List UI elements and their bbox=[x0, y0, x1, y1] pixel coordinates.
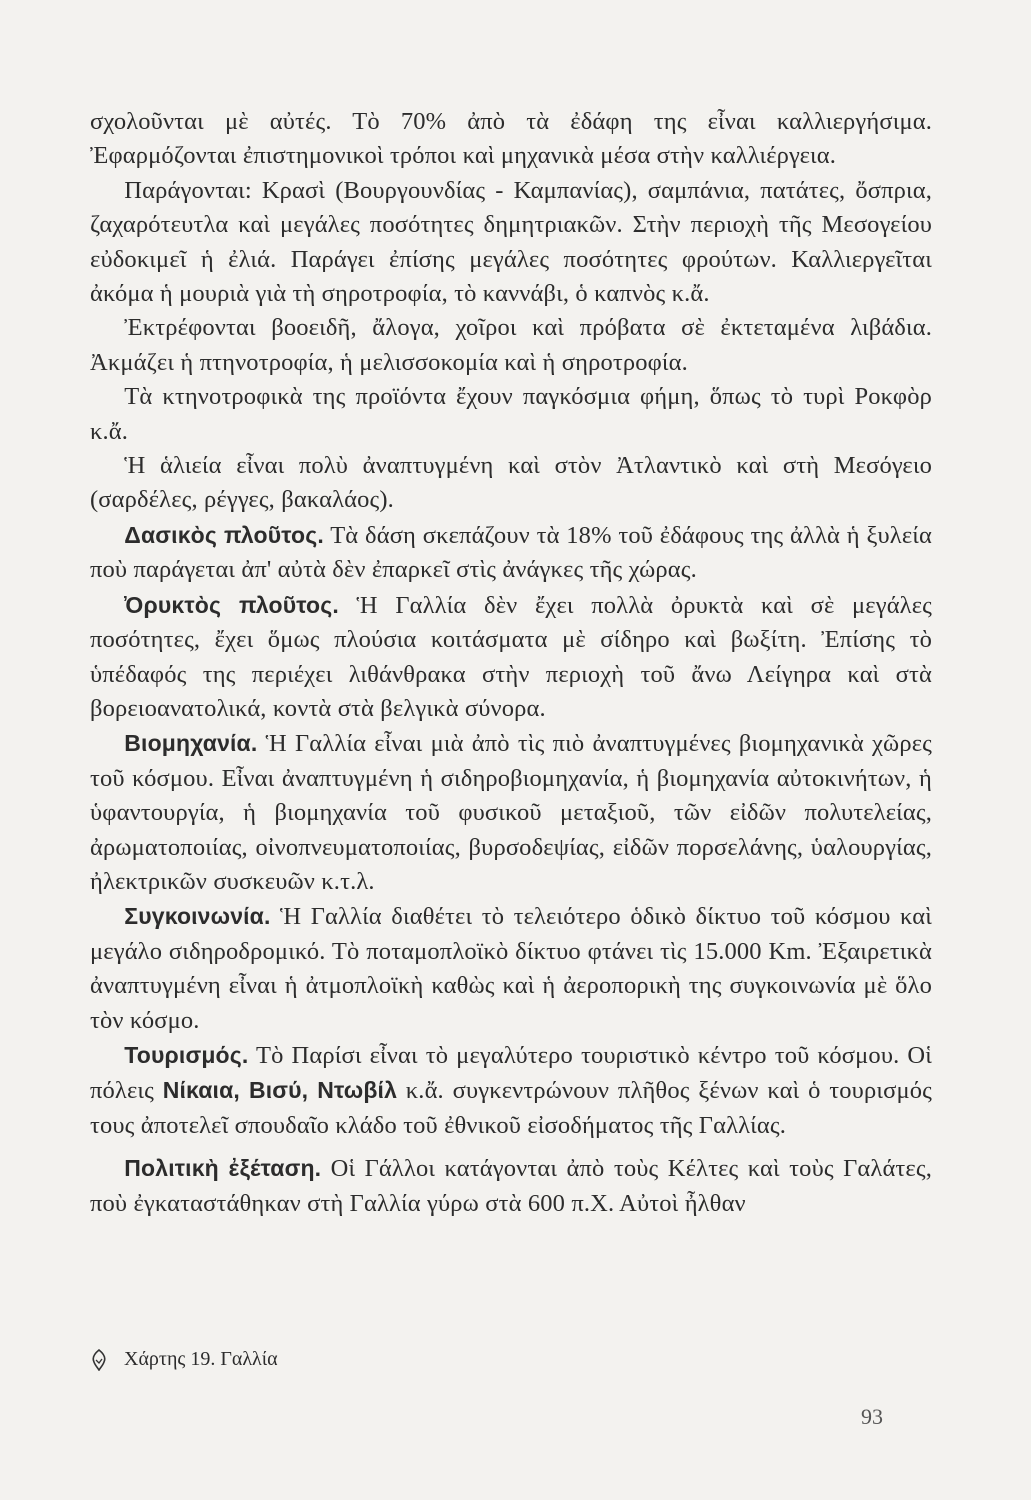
paragraph-industry bbox=[90, 726, 932, 899]
paragraph-produce bbox=[90, 174, 932, 312]
paragraph-text: Τὰ κτηνοτροφικὰ της προϊόντα ἔχουν παγκόσμια φήμη, ὅπως τὸ τυρὶ Ροκφὸρ κ.ἄ. bbox=[90, 383, 932, 445]
map-marker-icon bbox=[90, 1349, 108, 1371]
bold-city-names: Νίκαια, Βισύ, Ντωβίλ bbox=[162, 1077, 398, 1104]
map-caption bbox=[90, 1348, 278, 1371]
paragraph-text: Τὸ Παρίσι εἶναι τὸ μεγαλύτερο τουριστικὸ κέντρο τοῦ κόσμου. Οἱ πόλεις bbox=[90, 1041, 932, 1105]
paragraph-intro bbox=[90, 105, 932, 174]
paragraph-minerals bbox=[90, 588, 932, 727]
paragraph-livestock bbox=[90, 311, 932, 380]
paragraph-text: Ἡ Γαλλία εἶναι μιὰ ἀπὸ τὶς πιὸ ἀναπτυγμένες βιομηχανικὰ χῶρες τοῦ κόσμου. Εἶναι ἀναπτυγμένη ἡ σιδηροβιομηχανία, ἡ βιομηχανία αὐτοκινήτων, ἡ ὑφαντουργία, ἡ βιομηχανία τοῦ φυσικοῦ μεταξιοῦ, τῶν εἰδῶν πολυτελείας, ἀρωματοποιίας, οἰνοπνευματοποιίας, βυρσοδεψίας, εἰδῶν πορσελάνης, ὑαλουργίας, ἠλεκτρικῶν συσκευῶν κ.τ.λ. bbox=[90, 730, 932, 895]
paragraph-text: Ἡ Γαλλία διαθέτει τὸ τελειότερο ὁδικὸ δίκτυο τοῦ κόσμου καὶ μεγάλο σιδηροδρομικό. Τὸ ποταμοπλοϊκὸ δίκτυο φτάνει τὶς 15.000 Km. Ἐξαιρετικὰ ἀναπτυγμένη εἶναι ἡ ἀτμοπλοϊκὴ καθὼς καὶ ἡ ἀεροπορικὴ της συγκοινωνία μὲ ὅλο τὸν κόσμο. bbox=[90, 903, 932, 1034]
section-heading: Βιομηχανία. bbox=[124, 730, 258, 757]
paragraph-text: Οἱ Γάλλοι κατάγονται ἀπὸ τοὺς Κέλτες καὶ τοὺς Γαλάτες, ποὺ ἐγκαταστάθηκαν στὴ Γαλλία γύρω στὰ 600 π.Χ. Αὐτοὶ ἦλθαν bbox=[90, 1155, 932, 1217]
page-body bbox=[90, 105, 932, 1221]
paragraph-text: Ἡ Γαλλία δὲν ἔχει πολλὰ ὀρυκτὰ καὶ σὲ μεγάλες ποσότητες, ἔχει ὅμως πλούσια κοιτάσματα μὲ σίδηρο καὶ βωξίτη. Ἐπίσης τὸ ὑπέδαφός της περιέχει λιθάνθρακα στὴν περιοχὴ τοῦ ἄνω Λείγηρα καὶ στὰ βορειοανατολικά, κοντὰ στὰ βελγικὰ σύνορα. bbox=[90, 591, 933, 722]
paragraph-politics bbox=[90, 1151, 932, 1221]
paragraph-fishing bbox=[90, 449, 932, 518]
paragraph-text: κ.ἄ. συγκεντρώνουν πλῆθος ξένων καὶ ὁ τουρισμός τους ἀποτελεῖ σπουδαῖο κλάδο τοῦ ἐθνικοῦ εἰσοδήματος τῆς Γαλλίας. bbox=[90, 1077, 932, 1139]
section-heading: Τουρισμός. bbox=[124, 1041, 249, 1068]
section-heading: Δασικὸς πλοῦτος. bbox=[124, 521, 324, 548]
paragraph-dairy bbox=[90, 380, 932, 449]
paragraph-transport bbox=[90, 899, 932, 1038]
section-heading: Συγκοινωνία. bbox=[124, 903, 271, 930]
paragraph-text: σχολοῦνται μὲ αὐτές. Τὸ 70% ἀπὸ τὰ ἐδάφη της εἶναι καλλιεργήσιμα. Ἐφαρμόζονται ἐπιστημονικοὶ τρόποι καὶ μηχανικὰ μέσα στὴν καλλιέργεια. bbox=[90, 108, 932, 170]
section-heading: Ὀρυκτὸς πλοῦτος. bbox=[124, 591, 339, 618]
page-number: 93 bbox=[861, 1404, 883, 1429]
paragraph-text: Ἡ ἁλιεία εἶναι πολὺ ἀναπτυγμένη καὶ στὸν Ἀτλαντικὸ καὶ στὴ Μεσόγειο (σαρδέλες, ρέγγες, βακαλάος). bbox=[90, 452, 932, 514]
paragraph-text: Ἐκτρέφονται βοοειδῆ, ἄλογα, χοῖροι καὶ πρόβατα σὲ ἐκτεταμένα λιβάδια. Ἀκμάζει ἡ πτηνοτροφία, ἡ μελισσοκομία καὶ ἡ σηροτροφία. bbox=[90, 314, 932, 376]
paragraph-forestry bbox=[90, 518, 932, 588]
paragraph-tourism bbox=[90, 1038, 932, 1143]
paragraph-text: Τὰ δάση σκεπάζουν τὰ 18% τοῦ ἐδάφους της ἀλλὰ ἡ ξυλεία ποὺ παράγεται ἀπ' αὐτὰ δὲν ἐπαρκεῖ στὶς ἀνάγκες τῆς χώρας. bbox=[90, 521, 932, 584]
caption-text: Χάρτης 19. Γαλλία bbox=[124, 1348, 278, 1370]
paragraph-text: Παράγονται: Κρασὶ (Βουργουνδίας - Καμπανίας), σαμπάνια, πατάτες, ὄσπρια, ζαχαρότευτλα καὶ μεγάλες ποσότητες δημητριακῶν. Στὴν περιοχὴ τῆς Μεσογείου εὐδοκιμεῖ ἡ ἐλιά. Παράγει ἐπίσης μεγάλες ποσότητες φρούτων. Καλλιεργεῖται ἀκόμα ἡ μουριὰ γιὰ τὴ σηροτροφία, τὸ καννάβι, ὁ καπνὸς κ.ἄ. bbox=[90, 176, 932, 308]
section-heading: Πολιτικὴ ἐξέταση. bbox=[124, 1155, 322, 1182]
